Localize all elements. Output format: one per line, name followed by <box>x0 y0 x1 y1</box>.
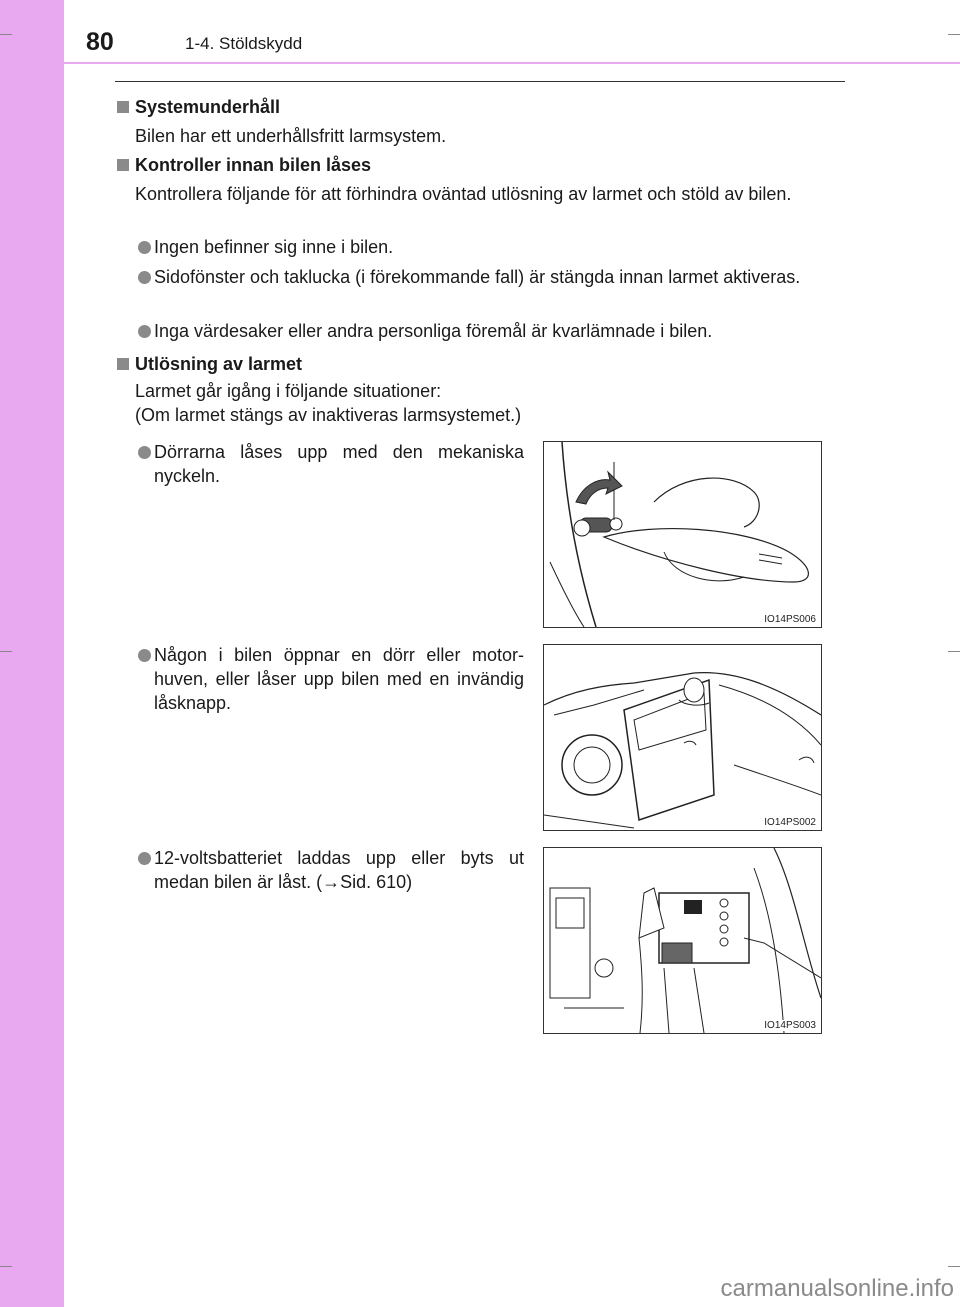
crop-mark <box>0 1266 12 1267</box>
side-tab-band <box>0 0 64 1307</box>
figure-battery <box>543 847 822 1034</box>
figure-code: IO14PS003 <box>764 1020 816 1031</box>
section-heading-maintenance: Systemunderhåll <box>135 97 281 117</box>
trigger-item-2: Någon i bilen öppnar en dörr eller motor-huven, eller låser upp bilen med en invändig låsknapp. <box>154 645 524 713</box>
crop-mark <box>948 651 960 652</box>
bullet-dot <box>138 241 151 254</box>
bullet-dot <box>138 446 151 459</box>
car-open-door-illustration <box>544 645 821 830</box>
crop-mark <box>0 651 12 652</box>
section-marker <box>117 159 129 171</box>
checks-bullet-3: Inga värdesaker eller andra personliga föremål är kvarlämnade i bilen. <box>154 321 713 341</box>
bullet-dot <box>138 852 151 865</box>
bullet-dot <box>138 271 151 284</box>
crop-mark <box>0 34 12 35</box>
checks-bullet-2: Sidofönster och taklucka (i förekommande fall) är stängda innan larmet aktiveras. <box>154 267 801 287</box>
section-heading-checks: Kontroller innan bilen låses <box>135 155 372 175</box>
crop-mark <box>948 1266 960 1267</box>
page-number: 80 <box>86 28 114 56</box>
door-handle-illustration <box>544 442 821 627</box>
section-marker <box>117 101 129 113</box>
section-marker <box>117 358 129 370</box>
trigger-item-3 <box>154 846 524 894</box>
figure-key-door-unlock <box>543 441 822 628</box>
header-divider <box>64 62 960 64</box>
arrow-symbol: → <box>322 872 341 892</box>
section-heading-trigger: Utlösning av larmet <box>135 354 303 374</box>
checks-body: Kontrollera följande för att förhindra oväntad utlösning av larmet och stöld av bilen. <box>135 184 792 204</box>
battery-replacement-illustration <box>544 848 821 1033</box>
trigger-body-line2: (Om larmet stängs av inaktiveras larmsystemet.) <box>135 405 522 425</box>
maintenance-body: Bilen har ett underhållsfritt larmsystem. <box>135 126 447 146</box>
bullet-dot <box>138 325 151 338</box>
trigger-body-line1: Larmet går igång i följande situationer: <box>135 381 442 401</box>
page-reference[interactable]: Sid. 610) <box>340 872 413 892</box>
figure-code: IO14PS006 <box>764 614 816 625</box>
bullet-dot <box>138 649 151 662</box>
figure-open-door <box>543 644 822 831</box>
chapter-title: 1-4. Stöldskydd <box>185 34 303 53</box>
trigger-item-1: Dörrarna låses upp med den mekaniska nyckeln. <box>154 442 524 486</box>
checks-bullet-1: Ingen befinner sig inne i bilen. <box>154 237 394 257</box>
crop-mark <box>948 34 960 35</box>
section-rule <box>115 81 845 82</box>
trigger-item-3-text: 12-voltsbatteriet laddas upp eller byts ut medan bilen är låst. ( <box>154 848 524 892</box>
figure-code: IO14PS002 <box>764 817 816 828</box>
site-watermark[interactable]: carmanualsonline.info <box>720 1275 954 1302</box>
